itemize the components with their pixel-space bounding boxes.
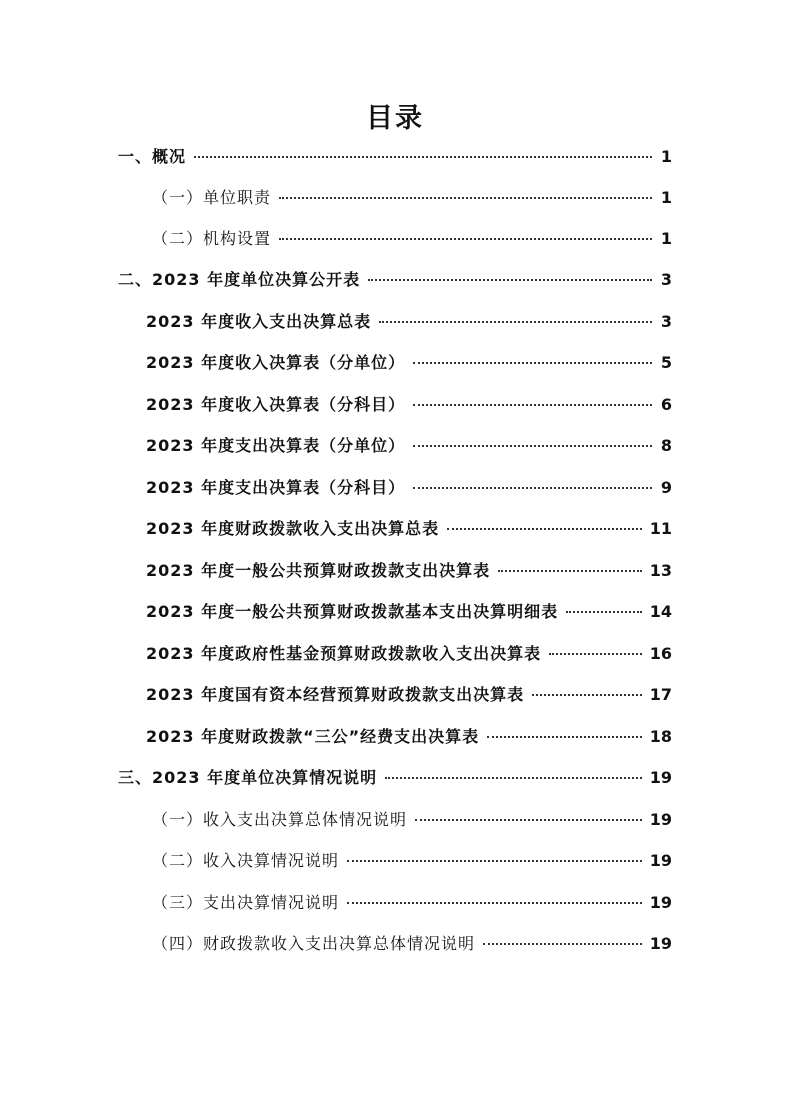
toc-entry-2-4[interactable] (146, 435, 672, 457)
dot-leader (447, 528, 642, 530)
toc-entry-1-2[interactable] (152, 228, 672, 250)
toc-entry-label: （三）支出决算情况说明 (152, 893, 340, 912)
dot-leader (368, 279, 652, 281)
dot-leader (413, 404, 652, 406)
toc-entry-label: 2023 年度国有资本经营预算财政拨款支出决算表 (146, 685, 525, 704)
toc-entry-label: 2023 年度支出决算表（分科目） (146, 478, 406, 497)
toc-entry-2-9[interactable] (146, 643, 672, 665)
dot-leader (194, 156, 652, 158)
toc-entry-label: 三、2023 年度单位决算情况说明 (118, 768, 378, 787)
toc-entry-page: 11 (649, 519, 672, 538)
toc-entry-label: （四）财政拨款收入支出决算总体情况说明 (152, 934, 476, 953)
toc-entry-label: 一、概况 (118, 147, 187, 166)
page-title: 目录 (366, 103, 424, 134)
toc-entry-label: 2023 年度一般公共预算财政拨款基本支出决算明细表 (146, 602, 559, 621)
toc-entry-page: 5 (660, 353, 672, 372)
toc-entry-label: （二）收入决算情况说明 (152, 851, 340, 870)
dot-leader (413, 362, 652, 364)
toc-entry-label: 2023 年度政府性基金预算财政拨款收入支出决算表 (146, 644, 542, 663)
toc-entry-page: 16 (649, 644, 672, 663)
toc-entry-2-11[interactable] (146, 726, 672, 748)
dot-leader (487, 736, 642, 738)
toc-entry-section-1[interactable] (118, 146, 672, 168)
toc-entry-3-2[interactable] (152, 850, 672, 872)
toc-entry-label: （一）收入支出决算总体情况说明 (152, 810, 408, 829)
toc-entry-page: 8 (660, 436, 672, 455)
toc-entry-section-2[interactable] (118, 269, 672, 291)
toc-entry-label: 2023 年度财政拨款“三公”经费支出决算表 (146, 727, 480, 746)
dot-leader (413, 445, 652, 447)
toc-entry-section-3[interactable] (118, 767, 672, 789)
toc-entry-3-4[interactable] (152, 933, 672, 955)
toc-entry-2-7[interactable] (146, 560, 672, 582)
toc-entry-label: 2023 年度收入决算表（分单位） (146, 353, 406, 372)
toc-entry-label: 二、2023 年度单位决算公开表 (118, 270, 361, 289)
toc-entry-label: 2023 年度收入决算表（分科目） (146, 395, 406, 414)
toc-entry-page: 19 (649, 768, 672, 787)
dot-leader (549, 653, 642, 655)
toc-entry-3-1[interactable] (152, 809, 672, 831)
toc-entry-2-3[interactable] (146, 394, 672, 416)
toc-entry-page: 19 (649, 810, 672, 829)
toc-entry-2-5[interactable] (146, 477, 672, 499)
toc-entry-label: 2023 年度收入支出决算总表 (146, 312, 372, 331)
toc-entry-page: 6 (660, 395, 672, 414)
toc-entry-page: 9 (660, 478, 672, 497)
dot-leader (347, 902, 642, 904)
toc-entry-page: 18 (649, 727, 672, 746)
toc-entry-page: 14 (649, 602, 672, 621)
toc-entry-page: 3 (660, 312, 672, 331)
dot-leader (379, 321, 652, 323)
toc-entry-page: 19 (649, 934, 672, 953)
dot-leader (415, 819, 642, 821)
dot-leader (483, 943, 642, 945)
toc-entry-2-6[interactable] (146, 518, 672, 540)
toc-entry-label: 2023 年度财政拨款收入支出决算总表 (146, 519, 440, 538)
toc-entry-2-10[interactable] (146, 684, 672, 706)
toc-entry-label: 2023 年度一般公共预算财政拨款支出决算表 (146, 561, 491, 580)
toc-entry-page: 1 (660, 229, 672, 248)
toc-entry-3-3[interactable] (152, 892, 672, 914)
toc-entry-page: 19 (649, 851, 672, 870)
dot-leader (347, 860, 642, 862)
toc-entry-page: 13 (649, 561, 672, 580)
toc-entry-page: 1 (660, 147, 672, 166)
dot-leader (413, 487, 652, 489)
toc-entry-label: 2023 年度支出决算表（分单位） (146, 436, 406, 455)
toc-entry-2-1[interactable] (146, 311, 672, 333)
toc-entry-page: 1 (660, 188, 672, 207)
toc-entry-page: 17 (649, 685, 672, 704)
toc-entry-page: 19 (649, 893, 672, 912)
toc-entry-label: （一）单位职责 (152, 188, 272, 207)
dot-leader (532, 694, 642, 696)
toc-entry-label: （二）机构设置 (152, 229, 272, 248)
dot-leader (498, 570, 642, 572)
dot-leader (279, 197, 652, 199)
dot-leader (385, 777, 642, 779)
dot-leader (279, 238, 652, 240)
dot-leader (566, 611, 642, 613)
toc-entry-1-1[interactable] (152, 187, 672, 209)
toc-entry-page: 3 (660, 270, 672, 289)
toc-entry-2-8[interactable] (146, 601, 672, 623)
toc-entry-2-2[interactable] (146, 352, 672, 374)
